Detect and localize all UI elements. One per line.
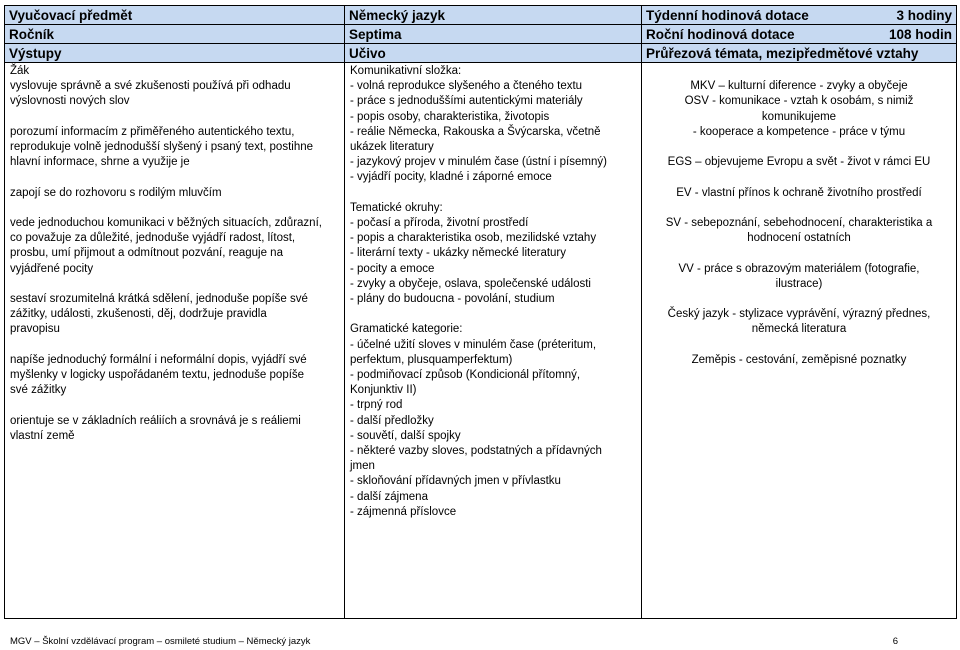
weekly-hours-label: Týdenní hodinová dotace (646, 8, 809, 23)
output-item-line: orientuje se v základních reáliích a srovnává je s reáliemi (10, 414, 301, 427)
header-row-subject (5, 6, 957, 25)
output-item-line: napíše jednoduchý formální i neformální dopis, vyjádří své (10, 353, 307, 366)
curriculum-line: - účelné užití sloves v minulém čase (préteritum, (350, 338, 597, 351)
curriculum-section-title: Gramatické kategorie: (350, 323, 463, 336)
curriculum-cell (345, 63, 642, 619)
page-number: 6 (892, 636, 898, 647)
output-item-line: prosbu, umí přijmout a odmítnout pozvání, reaguje na (10, 247, 283, 260)
theme-item-line: komunikujeme (761, 110, 837, 123)
curriculum-line: jmen (350, 460, 375, 473)
annual-hours-value: 108 hodin (888, 27, 952, 42)
output-item-line: vede jednoduchou komunikaci v běžných situacích, zdůrazní, (10, 216, 322, 229)
output-item-line: své zážitky (10, 384, 67, 397)
output-item-line: vyslovuje správně a své zkušenosti používá při odhadu (10, 80, 291, 93)
page-footer (10, 636, 898, 647)
theme-item-line: MKV – kulturní diference - zvyky a obyčeje (690, 80, 908, 93)
output-item-line: porozumí informacím z přiměřeného autentického textu, (10, 125, 295, 138)
grade-label: Ročník (5, 25, 345, 44)
curriculum-line: - pocity a emoce (350, 262, 435, 275)
curriculum-line: Konjunktiv II) (350, 384, 417, 397)
curriculum-line: - zájmenná příslovce (350, 505, 457, 518)
curriculum-line: - trpný rod (350, 399, 403, 412)
theme-item-line: Zeměpis - cestování, zeměpisné poznatky (691, 353, 907, 366)
curriculum-line: - další zájmena (350, 490, 428, 503)
content-row (5, 63, 957, 619)
header-row-grade (5, 25, 957, 44)
weekly-hours-cell (642, 6, 957, 25)
output-item-line: zapojí se do rozhovoru s rodilým mluvčím (10, 186, 222, 199)
output-item-line: sestaví srozumitelná krátká sdělení, jednoduše popíše své (10, 292, 308, 305)
output-item-line: reprodukuje volně jednodušší slyšený i psaný text, postihne (10, 141, 314, 153)
curriculum-table (4, 5, 957, 619)
curriculum-section-title: Komunikativní složka: (350, 65, 462, 77)
curriculum-line: - volná reprodukce slyšeného a čteného textu (350, 80, 583, 93)
theme-item-line: Český jazyk - stylizace vyprávění, výrazný přednes, (667, 308, 931, 321)
output-item-line: myšlenky v logicky uspořádaném textu, jednoduše popíše (10, 368, 305, 381)
themes-heading: Průřezová témata, mezipředmětové vztahy (642, 44, 957, 63)
output-item-line: hlavní informace, shrne a využije je (10, 156, 190, 169)
curriculum-line: - popis osoby, charakteristika, životopis (350, 110, 550, 123)
theme-item-line: SV - sebepoznání, sebehodnocení, charakteristika a (665, 216, 933, 229)
theme-item-line: hodnocení ostatních (747, 232, 851, 245)
subject-value: Německý jazyk (345, 6, 642, 25)
outputs-cell (5, 63, 345, 619)
theme-item-line: VV - práce s obrazovým materiálem (fotografie, (678, 262, 920, 275)
theme-item-line: OSV - komunikace - vztah k osobám, s nimiž (684, 95, 914, 108)
theme-item-line: ilustrace) (775, 277, 823, 290)
output-item-line: výslovnosti nových slov (10, 95, 130, 108)
curriculum-line: - zvyky a obyčeje, oslava, společenské události (350, 277, 591, 290)
output-item-line: pravopisu (10, 323, 60, 336)
output-item-line: vlastní země (10, 429, 75, 442)
curriculum-line: - literární texty - ukázky německé literatury (350, 247, 567, 260)
curriculum-line: - počasí a příroda, životní prostředí (350, 217, 529, 230)
output-item-line: zážitky, události, zkušenosti, děj, dodržuje pravidla (10, 308, 267, 321)
curriculum-line: - některé vazby sloves, podstatných a přídavných (350, 445, 602, 458)
outputs-heading: Výstupy (5, 44, 345, 63)
footer-text: MGV – Školní vzdělávací program – osmileté studium – Německý jazyk (10, 636, 311, 647)
theme-item-line: - kooperace a kompetence - práce v týmu (692, 125, 906, 138)
curriculum-line: - další předložky (350, 414, 434, 427)
theme-item-line: německá literatura (751, 323, 847, 336)
output-item-line: vyjádřené pocity (10, 262, 94, 275)
header-row-columns (5, 44, 957, 63)
curriculum-line: - vyjádří pocity, kladné i záporné emoce (350, 171, 552, 184)
grade-value: Septima (345, 25, 642, 44)
curriculum-line: - popis a charakteristika osob, mezilidské vztahy (350, 232, 597, 245)
themes-cell (642, 63, 957, 619)
weekly-hours-value: 3 hodiny (896, 8, 952, 23)
pupil-heading: Žák (10, 65, 30, 77)
curriculum-line: - souvětí, další spojky (350, 429, 461, 442)
curriculum-line: - jazykový projev v minulém čase (ústní i písemný) (350, 156, 607, 169)
curriculum-line: - reálie Německa, Rakouska a Švýcarska, včetně (350, 125, 601, 138)
output-item-line: co považuje za důležité, jednoduše vyjádří radost, lítost, (10, 232, 296, 245)
annual-hours-label: Roční hodinová dotace (646, 27, 795, 42)
curriculum-section-title: Tematické okruhy: (350, 201, 443, 214)
curriculum-heading: Učivo (345, 44, 642, 63)
theme-item-line: EGS – objevujeme Evropu a svět - život v rámci EU (667, 156, 931, 169)
curriculum-line: - podmiňovací způsob (Kondicionál přítomný, (350, 369, 581, 382)
curriculum-line: - plány do budoucna - povolání, studium (350, 293, 555, 306)
curriculum-line: - práce s jednoduššími autentickými materiály (350, 95, 583, 108)
curriculum-line: ukázek literatury (350, 141, 434, 154)
curriculum-line: - skloňování přídavných jmen v přívlastku (350, 475, 561, 488)
subject-label: Vyučovací předmět (5, 6, 345, 25)
theme-item-line: EV - vlastní přínos k ochraně životního prostředí (676, 186, 922, 199)
curriculum-line: perfektum, plusquamperfektum) (350, 353, 513, 366)
annual-hours-cell (642, 25, 957, 44)
